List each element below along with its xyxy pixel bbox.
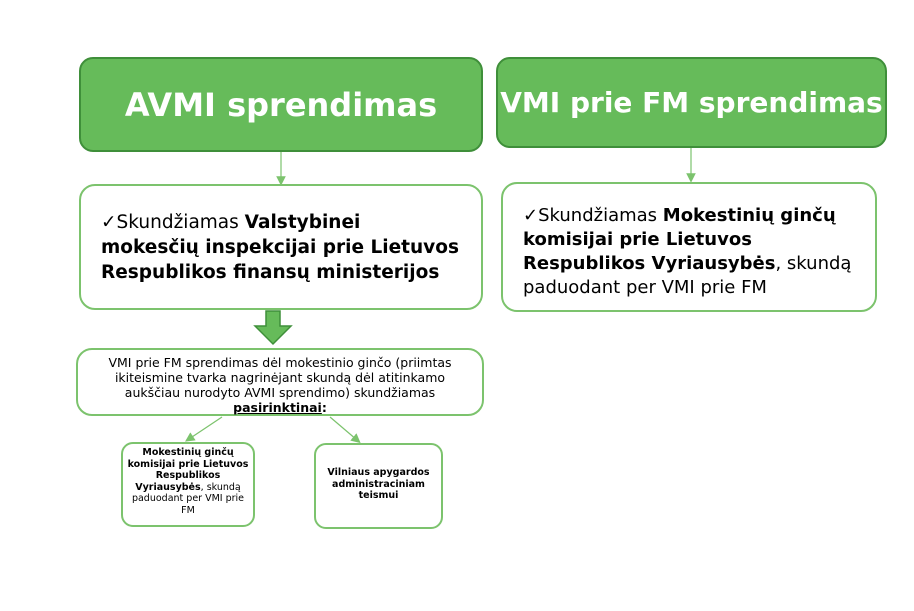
dispute-note-emphasis: pasirinktinai: [233, 400, 322, 415]
vmi-appeal-body: Mokestinių ginčų komisijai prie Lietuvos Respublikos Vyriausybės: [523, 205, 836, 274]
option-tax-commission-title: Mokestinių ginčų komisijai prie Lietuvos Respublikos Vyriausybės: [127, 447, 249, 493]
vmi-appeal-suffix: , skundą paduodant per VMI prie FM: [523, 253, 852, 298]
vmi-decision-title: VMI prie FM sprendimas: [500, 86, 883, 119]
block-down-arrow: [255, 311, 291, 344]
vmi-appeal-prefix: Skundžiamas: [538, 205, 663, 226]
check-icon: ✓: [523, 205, 539, 226]
vmi-appeal-box: [501, 182, 877, 312]
dispute-note-text: VMI prie FM sprendimas dėl mokestinio ginčo (priimtas ikiteismine tvarka nagrinėjant skundą dėl atitinkamo aukščiau nurodyto AVMI sprendimo) skundžiamas: [108, 355, 452, 400]
dispute-note-box: [76, 348, 484, 416]
avmi-appeal-prefix: Skundžiamas: [116, 212, 245, 233]
vmi-decision-header: [496, 57, 887, 148]
option-court-box: [314, 443, 443, 529]
option-tax-commission-suffix: , skundą paduodant per VMI prie FM: [131, 481, 245, 516]
option-court-title: Vilniaus apygardos administraciniam teismui: [327, 467, 430, 501]
avmi-appeal-box: [79, 184, 483, 310]
check-icon: ✓: [101, 212, 117, 233]
option1-arrow: [189, 417, 222, 439]
option-tax-commission-box: [121, 442, 255, 527]
avmi-decision-title: AVMI sprendimas: [124, 85, 438, 124]
avmi-decision-header: [79, 57, 483, 152]
avmi-appeal-body: Valstybinei mokesčių inspekcijai prie Lietuvos Respublikos finansų ministerijos: [101, 212, 459, 283]
dispute-note-colon: :: [321, 400, 327, 415]
option2-arrow: [330, 417, 357, 440]
